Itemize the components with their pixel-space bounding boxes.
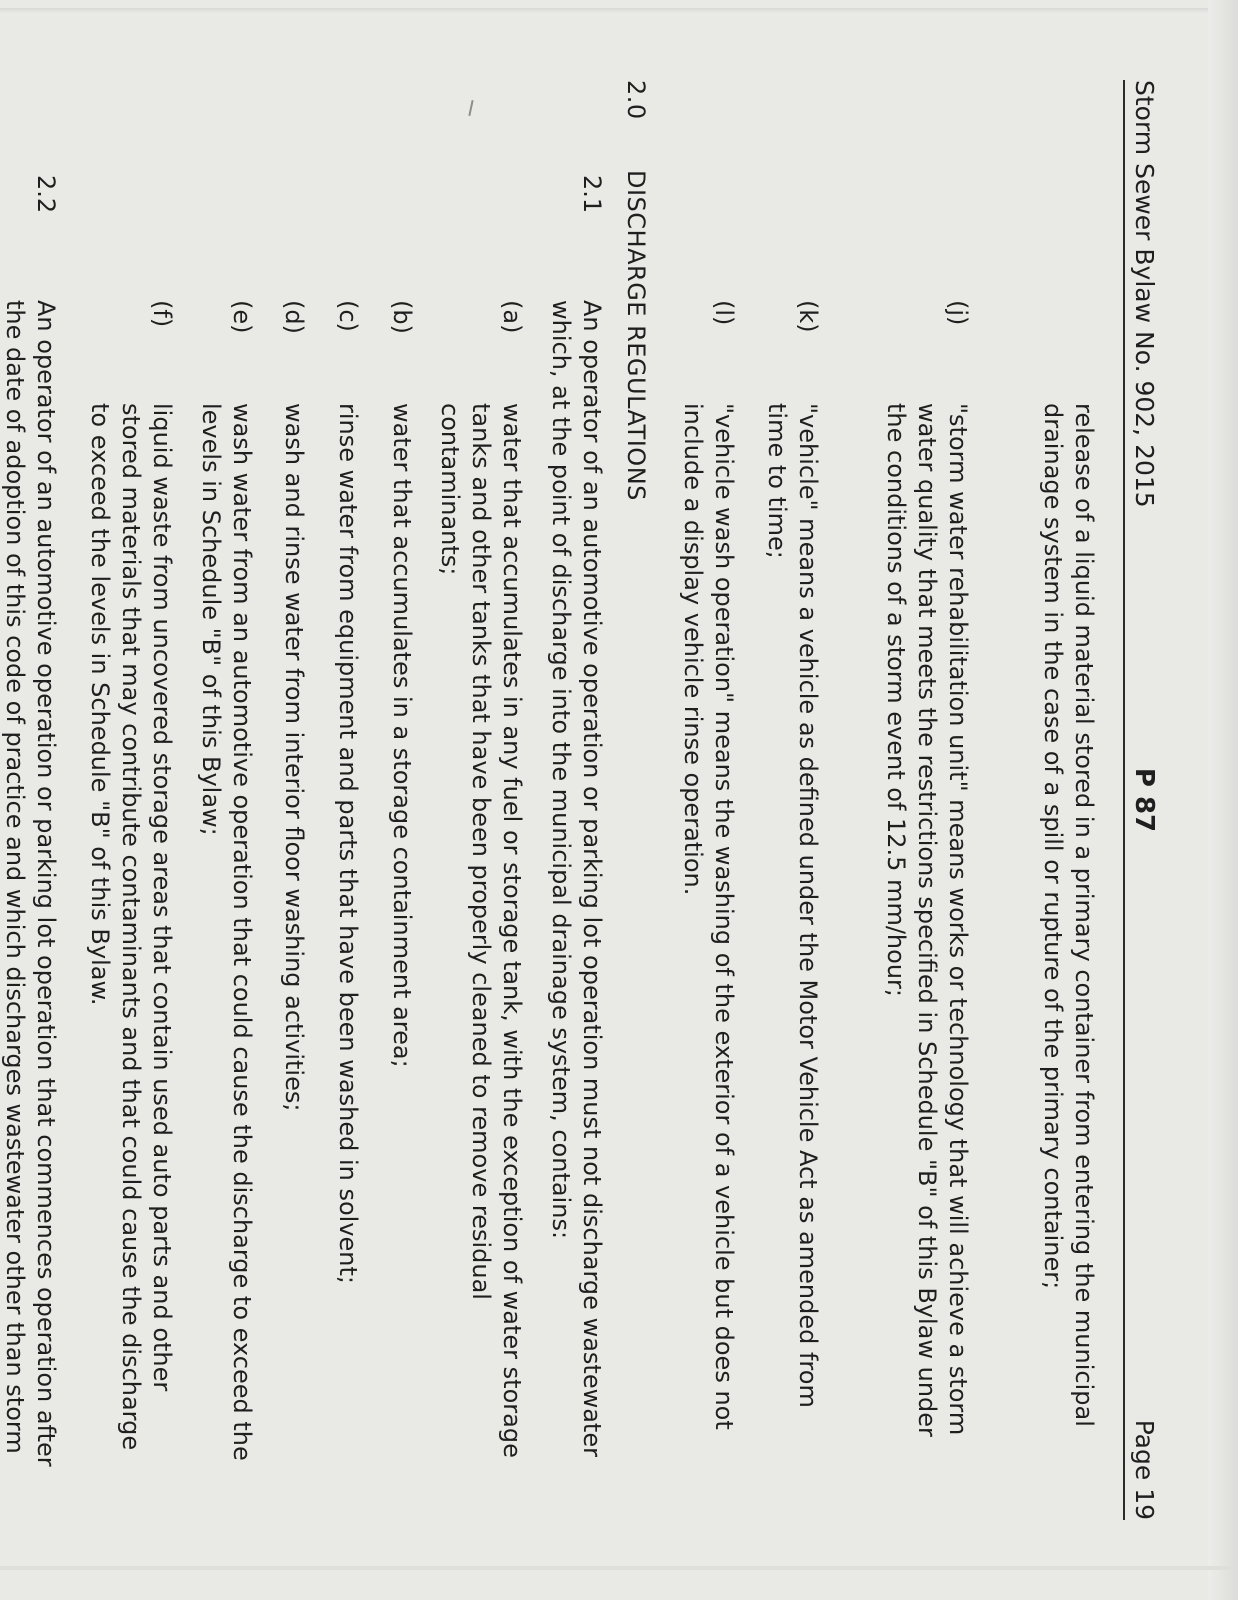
item-text: wash and rinse water from interior floor washing activities; (280, 403, 308, 1112)
header-bylaw-title: Storm Sewer Bylaw No. 902, 2015 (1130, 80, 1159, 508)
scan-edge-bottom (0, 1566, 1238, 1570)
clause-2-2 (0, 80, 61, 1520)
definition-text: "vehicle wash operation" means the washing of the exterior of a vehicle but does not include a display vehicle rinse operation. (679, 403, 738, 1430)
item-letter: (b) (388, 300, 416, 334)
item-text: water that accumulates in a storage containment area; (388, 403, 416, 1068)
scan-edge-top (0, 8, 1238, 14)
header-page-code: P 87 (1129, 767, 1159, 833)
item-letter: (a) (498, 300, 526, 334)
section-title: DISCHARGE REGULATIONS (622, 170, 650, 501)
definition-letter: (l) (710, 300, 738, 326)
item-text: wash water from an automotive operation that could cause the discharge to exceed the levels in Schedule "B" of this Bylaw; (197, 403, 256, 1461)
scan-edge-right (1208, 0, 1238, 1600)
item-letter: (c) (334, 300, 362, 332)
definition-text: "storm water rehabilitation unit" means works or technology that will achieve a storm water quality that meets the restrictions specified in Schedule "B" of this Bylaw under the conditions of a storm event of 12.5 mm/hour; (882, 403, 972, 1437)
section-number: 2.0 (622, 80, 650, 120)
continuation-text: release of a liquid material stored in a primary container from entering the municipal drainage system in the case of a spill or rupture of the primary container; (1039, 403, 1098, 1427)
definition-text: "vehicle" means a vehicle as defined under the Motor Vehicle Act as amended from time to time; (763, 403, 822, 1408)
clause-number: 2.1 (578, 175, 606, 214)
item-letter: (e) (228, 300, 256, 334)
item-letter: (f) (148, 300, 176, 328)
definition-letter: (j) (944, 300, 972, 326)
header-page-number: Page 19 (1130, 1419, 1159, 1520)
definition-letter: (k) (794, 300, 822, 333)
item-text: liquid waste from uncovered storage areas that contain used auto parts and other stored materials that may contribute contaminants and that could cause the discharge to exceed the levels in Schedule "B" of this Bylaw. (86, 403, 176, 1451)
item-text: water that accumulates in any fuel or storage tank, with the exception of water storage tanks and other tanks that have been properly cleaned to remove residual contaminants; (436, 403, 526, 1458)
item-text: rinse water from equipment and parts that have been washed in solvent; (334, 403, 362, 1284)
clause-intro: An operator of an automotive operation or parking lot operation must not discharge wastewater which, at the point of discharge into the municipal drainage system, contains: (547, 300, 606, 1457)
item-letter: (d) (280, 300, 308, 334)
clause-text: An operator of an automotive operation or parking lot operation that commences operation after the date of adoption of this code of practice and which discharges wastewater other than storm (1, 300, 60, 1467)
document-page-overflow (79, 80, 1159, 1520)
clause-number: 2.2 (32, 175, 60, 214)
